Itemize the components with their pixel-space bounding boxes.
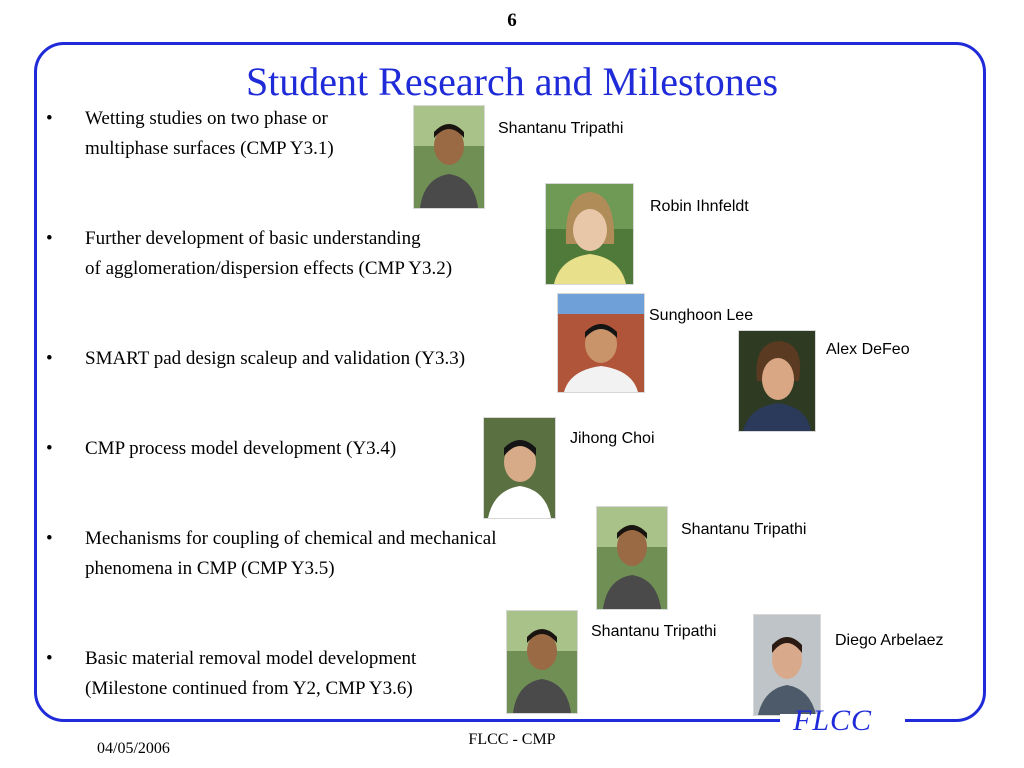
student-name: Robin Ihnfeldt — [650, 198, 749, 215]
student-name: Shantanu Tripathi — [498, 120, 624, 137]
bullet-line: Further development of basic understanding — [85, 228, 421, 249]
portrait-photo — [545, 183, 634, 285]
bullet-line: of agglomeration/dispersion effects (CMP Y3.2) — [85, 258, 453, 279]
portrait-photo — [483, 417, 556, 519]
portrait-photo — [413, 105, 485, 209]
bullet-line: (Milestone continued from Y2, CMP Y3.6) — [85, 678, 413, 699]
bullet-marker: • — [46, 108, 53, 129]
slide-title: Student Research and Milestones — [245, 59, 779, 104]
flcc-logo: FLCC — [793, 704, 873, 737]
bullet-marker: • — [46, 228, 53, 249]
bullet-marker: • — [46, 528, 53, 549]
portrait-photo — [753, 614, 821, 716]
portrait-photo — [506, 610, 578, 714]
portrait-photo — [557, 293, 645, 393]
page-number: 6 — [507, 10, 517, 31]
bullet-marker: • — [46, 648, 53, 669]
student-name: Sunghoon Lee — [649, 307, 754, 324]
bullet-line: multiphase surfaces (CMP Y3.1) — [85, 138, 334, 159]
bullet-line: phenomena in CMP (CMP Y3.5) — [85, 558, 335, 579]
bullet-line: Mechanisms for coupling of chemical and mechanical — [85, 528, 497, 549]
footer-label: FLCC - CMP — [468, 731, 556, 748]
footer-date: 04/05/2006 — [97, 740, 170, 757]
student-name: Alex DeFeo — [826, 341, 910, 358]
bullet-marker: • — [46, 348, 53, 369]
portrait-photo — [738, 330, 816, 432]
bullet-line: Wetting studies on two phase or — [85, 108, 328, 129]
student-name: Diego Arbelaez — [835, 632, 944, 649]
portrait-photo — [596, 506, 668, 610]
bullet-marker: • — [46, 438, 53, 459]
bullet-line: SMART pad design scaleup and validation (Y3.3) — [85, 348, 466, 369]
student-name: Shantanu Tripathi — [591, 623, 717, 640]
bullet-line: Basic material removal model development — [85, 648, 417, 669]
bullet-line: CMP process model development (Y3.4) — [85, 438, 397, 459]
student-name: Jihong Choi — [570, 430, 655, 447]
student-name: Shantanu Tripathi — [681, 521, 807, 538]
